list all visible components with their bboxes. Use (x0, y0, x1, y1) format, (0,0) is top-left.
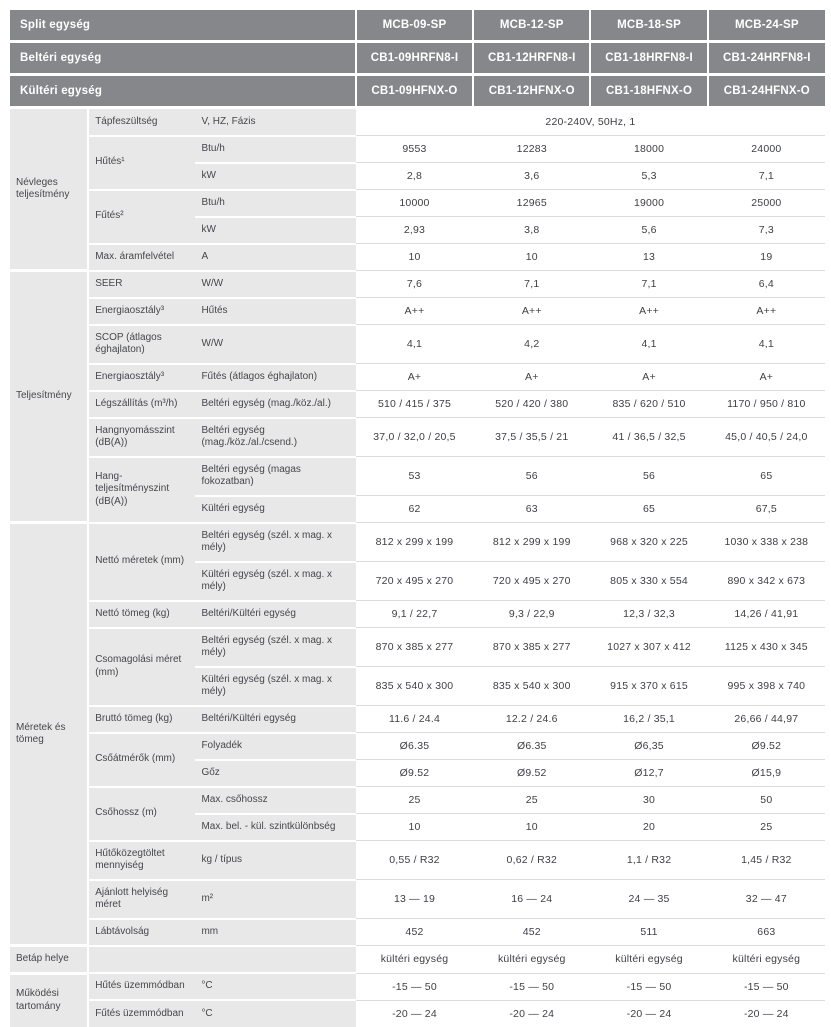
model-name: MCB-09-SP (356, 10, 473, 42)
spec-value: 50 (708, 787, 825, 814)
spec-value: -20 — 24 (356, 1000, 473, 1027)
spec-row (10, 919, 825, 946)
spec-value: 1,45 / R32 (708, 841, 825, 880)
model-name: CB1-09HRFN8-I (356, 42, 473, 75)
spec-value: 11.6 / 24.4 (356, 706, 473, 733)
spec-value: 25 (356, 787, 473, 814)
property-label: Hűtés üzemmódban (88, 973, 195, 1000)
spec-value: 16,2 / 35,1 (590, 706, 707, 733)
spec-value: 3,8 (473, 217, 590, 244)
spec-value: 53 (356, 457, 473, 496)
spec-row (10, 457, 825, 496)
spec-value: -15 — 50 (356, 973, 473, 1000)
spec-value: Ø9.52 (473, 760, 590, 787)
spec-row (10, 136, 825, 163)
spec-value: 10 (356, 244, 473, 271)
spec-value: 12.2 / 24.6 (473, 706, 590, 733)
property-label: Energiaosztály³ (88, 298, 195, 325)
spec-value: A++ (590, 298, 707, 325)
spec-row (10, 298, 825, 325)
spec-value: Ø6,35 (590, 733, 707, 760)
spec-value: 890 x 342 x 673 (708, 562, 825, 601)
property-label: Bruttó tömeg (kg) (88, 706, 195, 733)
spec-value: 41 / 36,5 / 32,5 (590, 418, 707, 457)
spec-detail-label: Beltéri egység (mag./köz./al./csend.) (195, 418, 355, 457)
spec-value: A+ (473, 364, 590, 391)
spec-row (10, 271, 825, 298)
section-label: Teljesítmény (10, 271, 88, 523)
spec-value: 37,0 / 32,0 / 20,5 (356, 418, 473, 457)
property-label: SCOP (átlagos éghajlaton) (88, 325, 195, 364)
spec-value: 10 (473, 244, 590, 271)
spec-detail-label: kW (195, 217, 355, 244)
spec-value: 1027 x 307 x 412 (590, 628, 707, 667)
spec-value: 12965 (473, 190, 590, 217)
spec-value: 26,66 / 44,97 (708, 706, 825, 733)
spec-value: Ø9.52 (708, 733, 825, 760)
spec-detail-label: Gőz (195, 760, 355, 787)
model-header-row (10, 75, 825, 108)
spec-row (10, 787, 825, 814)
spec-value: kültéri egység (473, 946, 590, 974)
spec-value: 452 (356, 919, 473, 946)
spec-row (10, 364, 825, 391)
spec-detail-label: Kültéri egység (szél. x mag. x mély) (195, 562, 355, 601)
property-label: Nettó méretek (mm) (88, 523, 195, 601)
spec-value: 220-240V, 50Hz, 1 (356, 108, 825, 136)
spec-value: Ø9.52 (356, 760, 473, 787)
section-label: Betáp helye (10, 946, 88, 974)
spec-value: 452 (473, 919, 590, 946)
spec-value: 0,55 / R32 (356, 841, 473, 880)
spec-value: 2,8 (356, 163, 473, 190)
spec-body (10, 108, 825, 1027)
spec-value: 12,3 / 32,3 (590, 601, 707, 628)
section-label: Működési tartomány (10, 973, 88, 1027)
spec-value: -15 — 50 (708, 973, 825, 1000)
spec-row (10, 706, 825, 733)
spec-value: 812 x 299 x 199 (473, 523, 590, 562)
spec-value: 870 x 385 x 277 (356, 628, 473, 667)
spec-row (10, 601, 825, 628)
property-label: Energiaosztály³ (88, 364, 195, 391)
spec-value: Ø12,7 (590, 760, 707, 787)
spec-detail-label: kg / típus (195, 841, 355, 880)
spec-value: 995 x 398 x 740 (708, 667, 825, 706)
spec-detail-label: °C (195, 1000, 355, 1027)
spec-detail-label: m² (195, 880, 355, 919)
property-label: Hűtés¹ (88, 136, 195, 190)
spec-value: 4,1 (356, 325, 473, 364)
spec-detail-label: Max. bel. - kül. szintkülönbség (195, 814, 355, 841)
spec-value: 4,2 (473, 325, 590, 364)
spec-value: -15 — 50 (473, 973, 590, 1000)
property-label: Hűtőközegtöltet mennyiség (88, 841, 195, 880)
spec-value: 25000 (708, 190, 825, 217)
spec-row (10, 523, 825, 562)
property-label: Fűtés üzemmódban (88, 1000, 195, 1027)
spec-detail-label: Btu/h (195, 136, 355, 163)
spec-value: 3,6 (473, 163, 590, 190)
spec-value: 18000 (590, 136, 707, 163)
spec-value: 510 / 415 / 375 (356, 391, 473, 418)
spec-value: 720 x 495 x 270 (473, 562, 590, 601)
spec-value: 1030 x 338 x 238 (708, 523, 825, 562)
spec-value: 511 (590, 919, 707, 946)
spec-value: 1,1 / R32 (590, 841, 707, 880)
spec-value: 30 (590, 787, 707, 814)
spec-detail-label: W/W (195, 325, 355, 364)
spec-value: 4,1 (590, 325, 707, 364)
spec-value: 12283 (473, 136, 590, 163)
spec-value: 968 x 320 x 225 (590, 523, 707, 562)
model-name: CB1-24HRFN8-I (708, 42, 825, 75)
model-name: CB1-12HFNX-O (473, 75, 590, 108)
model-name: MCB-24-SP (708, 10, 825, 42)
spec-value: 16 — 24 (473, 880, 590, 919)
spec-value: kültéri egység (708, 946, 825, 974)
property-label: Csőátmérők (mm) (88, 733, 195, 787)
spec-value: 520 / 420 / 380 (473, 391, 590, 418)
spec-value: 37,5 / 35,5 / 21 (473, 418, 590, 457)
spec-row (10, 733, 825, 760)
spec-value: 67,5 (708, 496, 825, 523)
spec-value: 10 (356, 814, 473, 841)
header-row-label: Kültéri egység (10, 75, 356, 108)
spec-value: 7,1 (708, 163, 825, 190)
spec-detail-label: °C (195, 973, 355, 1000)
model-name: MCB-18-SP (590, 10, 707, 42)
spec-value: 7,1 (590, 271, 707, 298)
spec-value: Ø6.35 (356, 733, 473, 760)
spec-value: 6,4 (708, 271, 825, 298)
property-label: Hangnyomásszint (dB(A)) (88, 418, 195, 457)
spec-row (10, 418, 825, 457)
spec-detail-label: A (195, 244, 355, 271)
spec-value: 663 (708, 919, 825, 946)
model-name: CB1-09HFNX-O (356, 75, 473, 108)
model-header-row (10, 10, 825, 42)
section-label: Névleges teljesítmény (10, 108, 88, 271)
spec-value: kültéri egység (590, 946, 707, 974)
property-label: Fűtés² (88, 190, 195, 244)
spec-detail-label: V, HZ, Fázis (195, 108, 355, 136)
spec-detail-label: Beltéri/Kültéri egység (195, 601, 355, 628)
property-label (88, 946, 356, 974)
spec-row (10, 946, 825, 974)
property-label: Nettó tömeg (kg) (88, 601, 195, 628)
spec-value: 45,0 / 40,5 / 24,0 (708, 418, 825, 457)
property-label: Tápfeszültség (88, 108, 195, 136)
spec-value: 5,6 (590, 217, 707, 244)
property-label: SEER (88, 271, 195, 298)
spec-value: A++ (356, 298, 473, 325)
spec-row (10, 841, 825, 880)
spec-value: A++ (473, 298, 590, 325)
header-row-label: Split egység (10, 10, 356, 42)
model-name: CB1-18HFNX-O (590, 75, 707, 108)
property-label: Lábtávolság (88, 919, 195, 946)
model-name: CB1-24HFNX-O (708, 75, 825, 108)
spec-value: 24 — 35 (590, 880, 707, 919)
spec-table (10, 10, 825, 1027)
spec-value: 7,1 (473, 271, 590, 298)
spec-value: 10 (473, 814, 590, 841)
spec-value: 62 (356, 496, 473, 523)
spec-value: 835 x 540 x 300 (473, 667, 590, 706)
model-name: CB1-18HRFN8-I (590, 42, 707, 75)
model-header (10, 10, 825, 108)
spec-value: 0,62 / R32 (473, 841, 590, 880)
spec-value: 65 (590, 496, 707, 523)
spec-detail-label: Kültéri egység (195, 496, 355, 523)
spec-row (10, 190, 825, 217)
section-label: Méretek és tömeg (10, 523, 88, 946)
spec-value: A+ (356, 364, 473, 391)
spec-detail-label: Beltéri egység (magas fokozatban) (195, 457, 355, 496)
spec-value: 25 (708, 814, 825, 841)
spec-value: 2,93 (356, 217, 473, 244)
spec-value: 805 x 330 x 554 (590, 562, 707, 601)
spec-value: 19 (708, 244, 825, 271)
property-label: Ajánlott helyiség méret (88, 880, 195, 919)
spec-value: 56 (473, 457, 590, 496)
spec-value: 9,3 / 22,9 (473, 601, 590, 628)
spec-detail-label: Folyadék (195, 733, 355, 760)
spec-detail-label: Hűtés (195, 298, 355, 325)
spec-detail-label: Beltéri egység (mag./köz./al.) (195, 391, 355, 418)
model-name: CB1-12HRFN8-I (473, 42, 590, 75)
property-label: Csőhossz (m) (88, 787, 195, 841)
spec-value: A++ (708, 298, 825, 325)
spec-detail-label: Beltéri/Kültéri egység (195, 706, 355, 733)
spec-row (10, 628, 825, 667)
model-name: MCB-12-SP (473, 10, 590, 42)
spec-value: 24000 (708, 136, 825, 163)
spec-value: 1125 x 430 x 345 (708, 628, 825, 667)
spec-value: 13 — 19 (356, 880, 473, 919)
property-label: Max. áramfelvétel (88, 244, 195, 271)
spec-value: 812 x 299 x 199 (356, 523, 473, 562)
spec-value: 19000 (590, 190, 707, 217)
property-label: Légszállítás (m³/h) (88, 391, 195, 418)
spec-value: kültéri egység (356, 946, 473, 974)
spec-row (10, 1000, 825, 1027)
spec-value: 835 / 620 / 510 (590, 391, 707, 418)
spec-detail-label: Kültéri egység (szél. x mag. x mély) (195, 667, 355, 706)
spec-value: 9553 (356, 136, 473, 163)
spec-value: 32 — 47 (708, 880, 825, 919)
spec-row (10, 973, 825, 1000)
spec-value: 13 (590, 244, 707, 271)
spec-row (10, 880, 825, 919)
spec-value: 915 x 370 x 615 (590, 667, 707, 706)
spec-value: A+ (708, 364, 825, 391)
spec-detail-label: Max. csőhossz (195, 787, 355, 814)
spec-value: 56 (590, 457, 707, 496)
spec-detail-label: Beltéri egység (szél. x mag. x mély) (195, 628, 355, 667)
property-label: Csomagolási méret (mm) (88, 628, 195, 706)
spec-value: 4,1 (708, 325, 825, 364)
spec-row (10, 391, 825, 418)
spec-detail-label: mm (195, 919, 355, 946)
spec-value: 7,3 (708, 217, 825, 244)
spec-row (10, 244, 825, 271)
spec-value: 7,6 (356, 271, 473, 298)
spec-value: -15 — 50 (590, 973, 707, 1000)
spec-detail-label: W/W (195, 271, 355, 298)
spec-value: 835 x 540 x 300 (356, 667, 473, 706)
spec-value: A+ (590, 364, 707, 391)
spec-detail-label: Fűtés (átlagos éghajlaton) (195, 364, 355, 391)
spec-value: 5,3 (590, 163, 707, 190)
model-header-row (10, 42, 825, 75)
spec-value: -20 — 24 (590, 1000, 707, 1027)
spec-value: Ø6.35 (473, 733, 590, 760)
spec-value: 10000 (356, 190, 473, 217)
spec-value: 63 (473, 496, 590, 523)
spec-value: 9,1 / 22,7 (356, 601, 473, 628)
spec-value: 14,26 / 41,91 (708, 601, 825, 628)
property-label: Hang- teljesítményszint (dB(A)) (88, 457, 195, 523)
spec-row (10, 108, 825, 136)
spec-value: 20 (590, 814, 707, 841)
spec-row (10, 325, 825, 364)
spec-detail-label: Beltéri egység (szél. x mag. x mély) (195, 523, 355, 562)
spec-value: -20 — 24 (708, 1000, 825, 1027)
spec-value: 65 (708, 457, 825, 496)
spec-detail-label: Btu/h (195, 190, 355, 217)
spec-value: 1170 / 950 / 810 (708, 391, 825, 418)
spec-value: -20 — 24 (473, 1000, 590, 1027)
header-row-label: Beltéri egység (10, 42, 356, 75)
spec-value: 870 x 385 x 277 (473, 628, 590, 667)
spec-detail-label: kW (195, 163, 355, 190)
spec-value: 25 (473, 787, 590, 814)
spec-value: 720 x 495 x 270 (356, 562, 473, 601)
spec-value: Ø15,9 (708, 760, 825, 787)
